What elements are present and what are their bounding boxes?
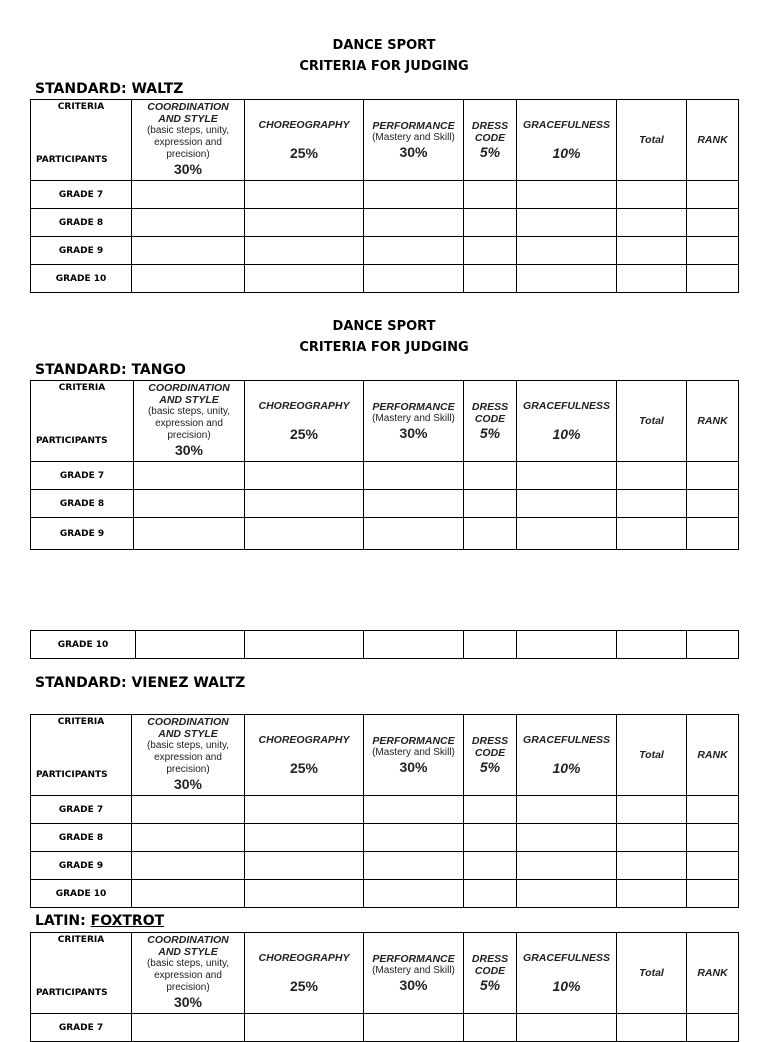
dress-code-header — [464, 715, 517, 796]
dance-name: TANGO — [131, 362, 186, 378]
dress-code-header — [464, 100, 517, 181]
total-cell[interactable] — [617, 209, 687, 237]
participants-label: PARTICIPANTS — [36, 436, 108, 446]
rank-label: RANK — [697, 134, 728, 146]
coordination-header — [132, 100, 245, 181]
dress-label: DRESS — [471, 119, 509, 132]
total-cell[interactable] — [617, 631, 687, 659]
performance-score-cell[interactable] — [364, 237, 464, 265]
header-row — [31, 715, 739, 796]
choreography-header — [245, 100, 364, 181]
coordination-sub: (basic steps, unity, expression and precision) — [146, 740, 230, 775]
total-cell[interactable] — [617, 462, 687, 490]
criteria-table-vienez-waltz — [30, 714, 739, 908]
gracefulness-pct: 10% — [552, 144, 581, 161]
coordination-label: COORDINATION — [147, 716, 229, 728]
criteria-participants-cell — [31, 100, 132, 181]
table-row — [31, 852, 739, 880]
total-cell[interactable] — [617, 880, 687, 908]
grade-label: GRADE 10 — [31, 880, 132, 908]
criteria-participants-cell — [31, 933, 132, 1014]
gracefulness-header — [517, 933, 617, 1014]
criteria-label: CRITERIA — [57, 102, 105, 112]
rank-cell[interactable] — [687, 880, 739, 908]
dress-code-header — [464, 381, 517, 462]
grade-label: GRADE 7 — [31, 462, 134, 490]
dress-code-score-cell[interactable] — [464, 852, 517, 880]
coordination-label-2: AND STYLE — [158, 728, 218, 740]
coordination-label-2: AND STYLE — [158, 113, 218, 125]
performance-label: PERFORMANCE — [372, 400, 455, 413]
title-line-1: DANCE SPORT — [332, 319, 436, 334]
rank-cell[interactable] — [687, 462, 739, 490]
choreography-header — [245, 933, 364, 1014]
performance-score-cell[interactable] — [364, 265, 464, 293]
performance-score-cell[interactable] — [364, 852, 464, 880]
coordination-score-cell[interactable] — [134, 518, 245, 550]
total-cell[interactable] — [617, 265, 687, 293]
coordination-score-cell[interactable] — [132, 796, 245, 824]
rank-header — [687, 381, 739, 462]
performance-label: PERFORMANCE — [372, 952, 455, 965]
performance-score-cell[interactable] — [364, 181, 464, 209]
coordination-header — [132, 933, 245, 1014]
participants-label: PARTICIPANTS — [36, 988, 108, 998]
table-row — [31, 518, 739, 550]
choreography-label: CHOREOGRAPHY — [258, 118, 350, 131]
gracefulness-score-cell[interactable] — [517, 796, 617, 824]
grade-label: GRADE 7 — [31, 1014, 132, 1042]
coordination-score-cell[interactable] — [132, 181, 245, 209]
rank-cell[interactable] — [687, 518, 739, 550]
category-label: STANDARD: — [35, 362, 127, 378]
dress-code-pct: 5% — [479, 976, 501, 993]
table-row — [31, 462, 739, 490]
choreography-score-cell[interactable] — [245, 824, 364, 852]
rank-header — [687, 933, 739, 1014]
gracefulness-score-cell[interactable] — [517, 265, 617, 293]
rank-header — [687, 100, 739, 181]
code-label: CODE — [474, 964, 506, 977]
total-header — [617, 381, 687, 462]
gracefulness-pct: 10% — [552, 425, 581, 442]
performance-header — [364, 933, 464, 1014]
coordination-pct: 30% — [173, 994, 203, 1010]
rank-cell[interactable] — [687, 265, 739, 293]
title-line-2: CRITERIA FOR JUDGING — [299, 340, 469, 355]
performance-score-cell[interactable] — [364, 796, 464, 824]
dress-code-pct: 5% — [479, 143, 501, 160]
gracefulness-score-cell[interactable] — [517, 880, 617, 908]
grade-label: GRADE 8 — [31, 824, 132, 852]
choreography-label: CHOREOGRAPHY — [258, 951, 350, 964]
performance-pct: 30% — [399, 424, 428, 441]
criteria-participants-cell — [31, 715, 132, 796]
grade-label: GRADE 7 — [31, 796, 132, 824]
performance-score-cell[interactable] — [364, 462, 464, 490]
gracefulness-label: GRACEFULNESS — [523, 733, 610, 746]
rank-cell[interactable] — [687, 824, 739, 852]
dress-code-score-cell[interactable] — [464, 518, 517, 550]
choreography-label: CHOREOGRAPHY — [258, 733, 350, 746]
coordination-score-cell[interactable] — [132, 824, 245, 852]
gracefulness-score-cell[interactable] — [517, 852, 617, 880]
total-label: Total — [639, 415, 664, 427]
gracefulness-score-cell[interactable] — [517, 237, 617, 265]
performance-score-cell[interactable] — [364, 518, 464, 550]
section-label-foxtrot — [35, 912, 164, 930]
gracefulness-score-cell[interactable] — [517, 181, 617, 209]
table-row — [31, 265, 739, 293]
criteria-label: CRITERIA — [57, 935, 105, 945]
gracefulness-score-cell[interactable] — [517, 631, 617, 659]
rank-cell[interactable] — [687, 490, 739, 518]
performance-header — [364, 715, 464, 796]
table-row — [31, 237, 739, 265]
rank-label: RANK — [697, 967, 728, 979]
table-row — [31, 490, 739, 518]
performance-sub: (Mastery and Skill) — [372, 746, 455, 758]
total-cell[interactable] — [617, 181, 687, 209]
gracefulness-label: GRACEFULNESS — [523, 951, 610, 964]
category-label: STANDARD: — [35, 675, 127, 691]
dress-code-score-cell[interactable] — [464, 209, 517, 237]
dress-label: DRESS — [471, 952, 509, 965]
rank-cell[interactable] — [687, 631, 739, 659]
table-row — [31, 1014, 739, 1042]
table-row — [31, 209, 739, 237]
rank-label: RANK — [697, 749, 728, 761]
dress-code-score-cell[interactable] — [464, 265, 517, 293]
choreography-score-cell[interactable] — [245, 796, 364, 824]
dress-code-score-cell[interactable] — [464, 237, 517, 265]
coordination-score-cell[interactable] — [132, 880, 245, 908]
gracefulness-score-cell[interactable] — [517, 824, 617, 852]
header-row — [31, 933, 739, 1014]
total-cell[interactable] — [617, 824, 687, 852]
dress-code-score-cell[interactable] — [464, 462, 517, 490]
dress-code-score-cell[interactable] — [464, 181, 517, 209]
performance-sub: (Mastery and Skill) — [372, 412, 455, 424]
section-label-waltz — [35, 80, 183, 98]
total-cell[interactable] — [617, 1014, 687, 1042]
header-row — [31, 100, 739, 181]
section-label-tango — [35, 361, 186, 379]
gracefulness-score-cell[interactable] — [517, 1014, 617, 1042]
choreography-pct: 25% — [289, 759, 319, 776]
document-title — [0, 316, 768, 358]
coordination-label-2: AND STYLE — [159, 394, 219, 406]
code-label: CODE — [474, 131, 506, 144]
table-row — [31, 824, 739, 852]
coordination-score-cell[interactable] — [132, 237, 245, 265]
choreography-pct: 25% — [289, 425, 319, 442]
coordination-score-cell[interactable] — [136, 631, 245, 659]
category-label: LATIN: — [35, 913, 86, 929]
choreography-pct: 25% — [289, 977, 319, 994]
dance-name: VIENEZ WALTZ — [131, 675, 246, 691]
coordination-sub: (basic steps, unity, expression and precision) — [147, 406, 231, 441]
performance-pct: 30% — [399, 976, 428, 993]
participants-label: PARTICIPANTS — [36, 155, 108, 165]
title-line-2: CRITERIA FOR JUDGING — [299, 59, 469, 74]
criteria-table-tango-continued — [30, 630, 739, 659]
coordination-score-cell[interactable] — [134, 490, 245, 518]
grade-label: GRADE 10 — [31, 265, 132, 293]
coordination-score-cell[interactable] — [132, 852, 245, 880]
criteria-table-waltz — [30, 99, 739, 293]
grade-label: GRADE 9 — [31, 852, 132, 880]
performance-label: PERFORMANCE — [372, 119, 455, 132]
choreography-score-cell[interactable] — [245, 181, 364, 209]
coordination-sub: (basic steps, unity, expression and precision) — [146, 125, 230, 160]
gracefulness-score-cell[interactable] — [517, 209, 617, 237]
coordination-label: COORDINATION — [147, 101, 229, 113]
coordination-pct: 30% — [173, 776, 203, 792]
dress-code-score-cell[interactable] — [464, 490, 517, 518]
criteria-label: CRITERIA — [57, 717, 105, 727]
table-row — [31, 880, 739, 908]
gracefulness-header — [517, 100, 617, 181]
total-label: Total — [639, 967, 664, 979]
choreography-score-cell[interactable] — [245, 631, 364, 659]
coordination-header — [132, 715, 245, 796]
gracefulness-label: GRACEFULNESS — [523, 399, 610, 412]
gracefulness-header — [517, 381, 617, 462]
choreography-score-cell[interactable] — [245, 880, 364, 908]
grade-label: GRADE 10 — [31, 631, 136, 659]
performance-score-cell[interactable] — [364, 880, 464, 908]
choreography-score-cell[interactable] — [245, 209, 364, 237]
performance-score-cell[interactable] — [364, 1014, 464, 1042]
gracefulness-label: GRACEFULNESS — [523, 118, 610, 131]
gracefulness-score-cell[interactable] — [517, 462, 617, 490]
title-line-1: DANCE SPORT — [332, 38, 436, 53]
coordination-score-cell[interactable] — [134, 462, 245, 490]
total-header — [617, 100, 687, 181]
choreography-score-cell[interactable] — [245, 237, 364, 265]
dress-code-score-cell[interactable] — [464, 824, 517, 852]
grade-label: GRADE 7 — [31, 181, 132, 209]
coordination-score-cell[interactable] — [132, 1014, 245, 1042]
coordination-sub: (basic steps, unity, expression and precision) — [146, 958, 230, 993]
category-label: STANDARD: — [35, 81, 127, 97]
gracefulness-header — [517, 715, 617, 796]
dance-name: WALTZ — [131, 81, 184, 97]
choreography-pct: 25% — [289, 144, 319, 161]
choreography-score-cell[interactable] — [245, 518, 364, 550]
dress-label: DRESS — [471, 734, 509, 747]
table-row — [31, 631, 739, 659]
criteria-table-foxtrot — [30, 932, 739, 1042]
choreography-header — [245, 715, 364, 796]
criteria-participants-cell — [31, 381, 134, 462]
grade-label: GRADE 8 — [31, 209, 132, 237]
dress-code-pct: 5% — [479, 758, 501, 775]
total-cell[interactable] — [617, 796, 687, 824]
document-title — [0, 35, 768, 77]
total-cell[interactable] — [617, 237, 687, 265]
performance-header — [364, 100, 464, 181]
performance-pct: 30% — [399, 758, 428, 775]
total-cell[interactable] — [617, 490, 687, 518]
coordination-score-cell[interactable] — [132, 209, 245, 237]
criteria-label: CRITERIA — [58, 383, 106, 393]
table-row — [31, 181, 739, 209]
total-header — [617, 933, 687, 1014]
rank-header — [687, 715, 739, 796]
choreography-score-cell[interactable] — [245, 462, 364, 490]
choreography-score-cell[interactable] — [245, 852, 364, 880]
section-label-vienez-waltz — [35, 674, 245, 692]
total-header — [617, 715, 687, 796]
coordination-pct: 30% — [174, 442, 204, 458]
total-label: Total — [639, 134, 664, 146]
rank-cell[interactable] — [687, 852, 739, 880]
coordination-score-cell[interactable] — [132, 265, 245, 293]
performance-sub: (Mastery and Skill) — [372, 964, 455, 976]
performance-score-cell[interactable] — [364, 209, 464, 237]
coordination-header — [134, 381, 245, 462]
total-cell[interactable] — [617, 518, 687, 550]
rank-label: RANK — [697, 415, 728, 427]
grade-label: GRADE 9 — [31, 237, 132, 265]
coordination-pct: 30% — [173, 161, 203, 177]
rank-cell[interactable] — [687, 796, 739, 824]
dress-code-score-cell[interactable] — [464, 1014, 517, 1042]
choreography-score-cell[interactable] — [245, 1014, 364, 1042]
gracefulness-score-cell[interactable] — [517, 518, 617, 550]
participants-label: PARTICIPANTS — [36, 770, 108, 780]
coordination-label: COORDINATION — [147, 934, 229, 946]
grade-label: GRADE 9 — [31, 518, 134, 550]
grade-label: GRADE 8 — [31, 490, 134, 518]
code-label: CODE — [474, 412, 506, 425]
performance-score-cell[interactable] — [364, 631, 464, 659]
code-label: CODE — [474, 746, 506, 759]
performance-score-cell[interactable] — [364, 490, 464, 518]
coordination-label-2: AND STYLE — [158, 946, 218, 958]
rank-cell[interactable] — [687, 1014, 739, 1042]
rank-cell[interactable] — [687, 237, 739, 265]
choreography-header — [245, 381, 364, 462]
choreography-label: CHOREOGRAPHY — [258, 399, 350, 412]
dress-label: DRESS — [471, 400, 509, 413]
performance-header — [364, 381, 464, 462]
dress-code-score-cell[interactable] — [464, 631, 517, 659]
performance-score-cell[interactable] — [364, 824, 464, 852]
choreography-score-cell[interactable] — [245, 490, 364, 518]
performance-pct: 30% — [399, 143, 428, 160]
dress-code-header — [464, 933, 517, 1014]
coordination-label: COORDINATION — [148, 382, 230, 394]
total-label: Total — [639, 749, 664, 761]
gracefulness-pct: 10% — [552, 977, 581, 994]
performance-sub: (Mastery and Skill) — [372, 131, 455, 143]
dress-code-score-cell[interactable] — [464, 880, 517, 908]
performance-label: PERFORMANCE — [372, 734, 455, 747]
total-cell[interactable] — [617, 852, 687, 880]
dress-code-pct: 5% — [479, 424, 501, 441]
dress-code-score-cell[interactable] — [464, 796, 517, 824]
gracefulness-pct: 10% — [552, 759, 581, 776]
dance-name: FOXTROT — [90, 913, 165, 929]
header-row — [31, 381, 739, 462]
rank-cell[interactable] — [687, 209, 739, 237]
gracefulness-score-cell[interactable] — [517, 490, 617, 518]
table-row — [31, 796, 739, 824]
choreography-score-cell[interactable] — [245, 265, 364, 293]
rank-cell[interactable] — [687, 181, 739, 209]
criteria-table-tango — [30, 380, 739, 550]
